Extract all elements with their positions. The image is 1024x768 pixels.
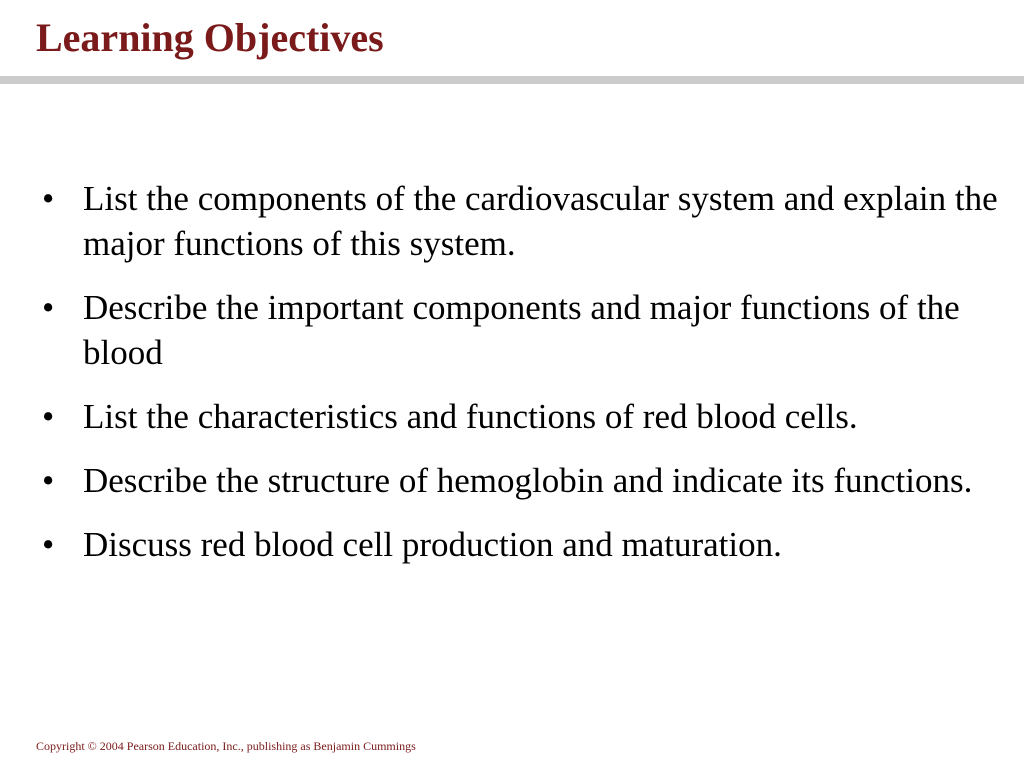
bullet-icon: • <box>42 397 55 436</box>
bullet-text: Discuss red blood cell production and maturation. <box>83 525 782 564</box>
bullet-text: Describe the structure of hemoglobin and indicate its functions. <box>83 461 973 500</box>
copyright-footer: Copyright © 2004 Pearson Education, Inc., publishing as Benjamin Cummings <box>36 739 416 753</box>
bullet-item <box>42 176 1012 266</box>
bullet-item <box>42 522 1012 567</box>
bullet-icon: • <box>42 461 55 500</box>
bullet-text: List the components of the cardiovascular system and explain the major functions of this system. <box>83 179 998 263</box>
bullet-item <box>42 394 1012 439</box>
bullet-icon: • <box>42 525 55 564</box>
bullet-icon: • <box>42 179 55 218</box>
bullet-text: List the characteristics and functions of red blood cells. <box>83 397 858 436</box>
bullet-item <box>42 458 1012 503</box>
title-divider <box>0 76 1024 84</box>
slide-title: Learning Objectives <box>36 15 384 60</box>
bullet-item <box>42 285 1012 375</box>
bullet-list <box>42 176 1012 586</box>
bullet-icon: • <box>42 288 55 327</box>
bullet-text: Describe the important components and major functions of the blood <box>83 288 960 372</box>
